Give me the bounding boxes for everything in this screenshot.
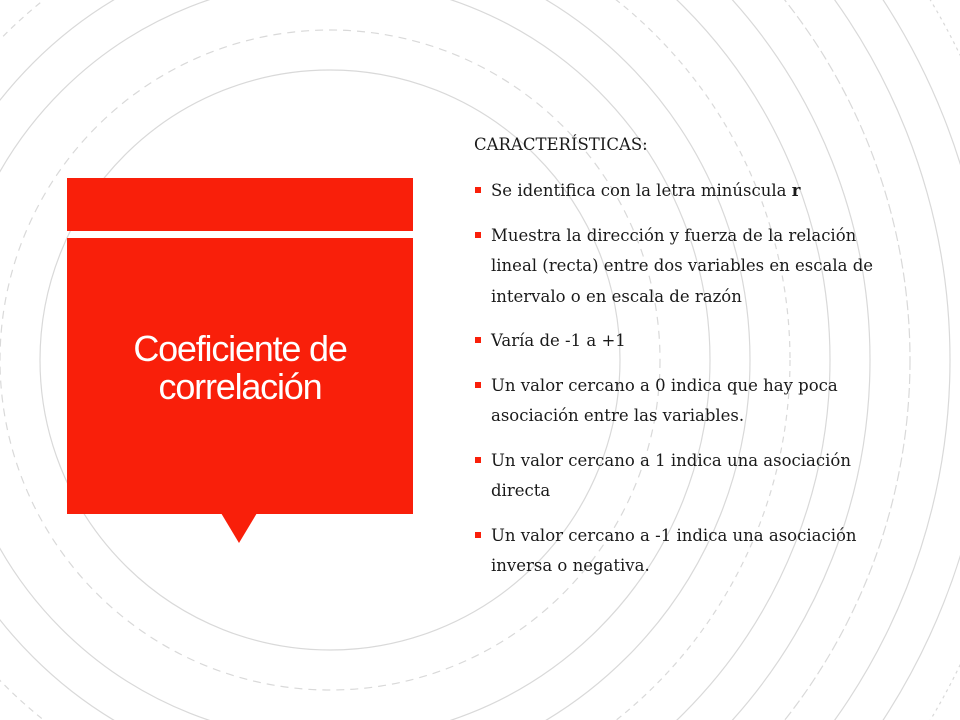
- list-item: [474, 176, 894, 207]
- bullet-list: [474, 176, 894, 582]
- emphasis-letter: r: [791, 181, 801, 200]
- slide-title: Coeficiente de correlación: [133, 328, 347, 407]
- list-item: [474, 326, 894, 357]
- list-item-text: Varía de -1 a +1: [491, 331, 626, 350]
- content-area: [474, 130, 894, 596]
- square-bullet-icon: [475, 232, 481, 238]
- list-item: [474, 446, 894, 507]
- list-item: [474, 371, 894, 432]
- section-heading: CARACTERÍSTICAS:: [474, 135, 648, 154]
- square-bullet-icon: [475, 187, 481, 193]
- square-bullet-icon: [475, 337, 481, 343]
- list-item-text: Se identifica con la letra minúscula: [491, 181, 792, 200]
- list-item-text: Un valor cercano a 0 indica que hay poca asociación entre las variables.: [491, 375, 838, 425]
- accent-strip: [67, 178, 413, 231]
- list-item: [474, 521, 894, 582]
- square-bullet-icon: [475, 532, 481, 538]
- list-item-text: Un valor cercano a -1 indica una asociación inversa o negativa.: [491, 525, 857, 575]
- square-bullet-icon: [475, 457, 481, 463]
- list-item-text: Muestra la dirección y fuerza de la relación lineal (recta) entre dos variables en escala de intervalo o en escala de razón: [491, 225, 874, 306]
- square-bullet-icon: [475, 382, 481, 388]
- list-item-text: Un valor cercano a 1 indica una asociación directa: [491, 450, 851, 500]
- list-item: [474, 221, 894, 313]
- title-panel-pointer: [221, 513, 257, 543]
